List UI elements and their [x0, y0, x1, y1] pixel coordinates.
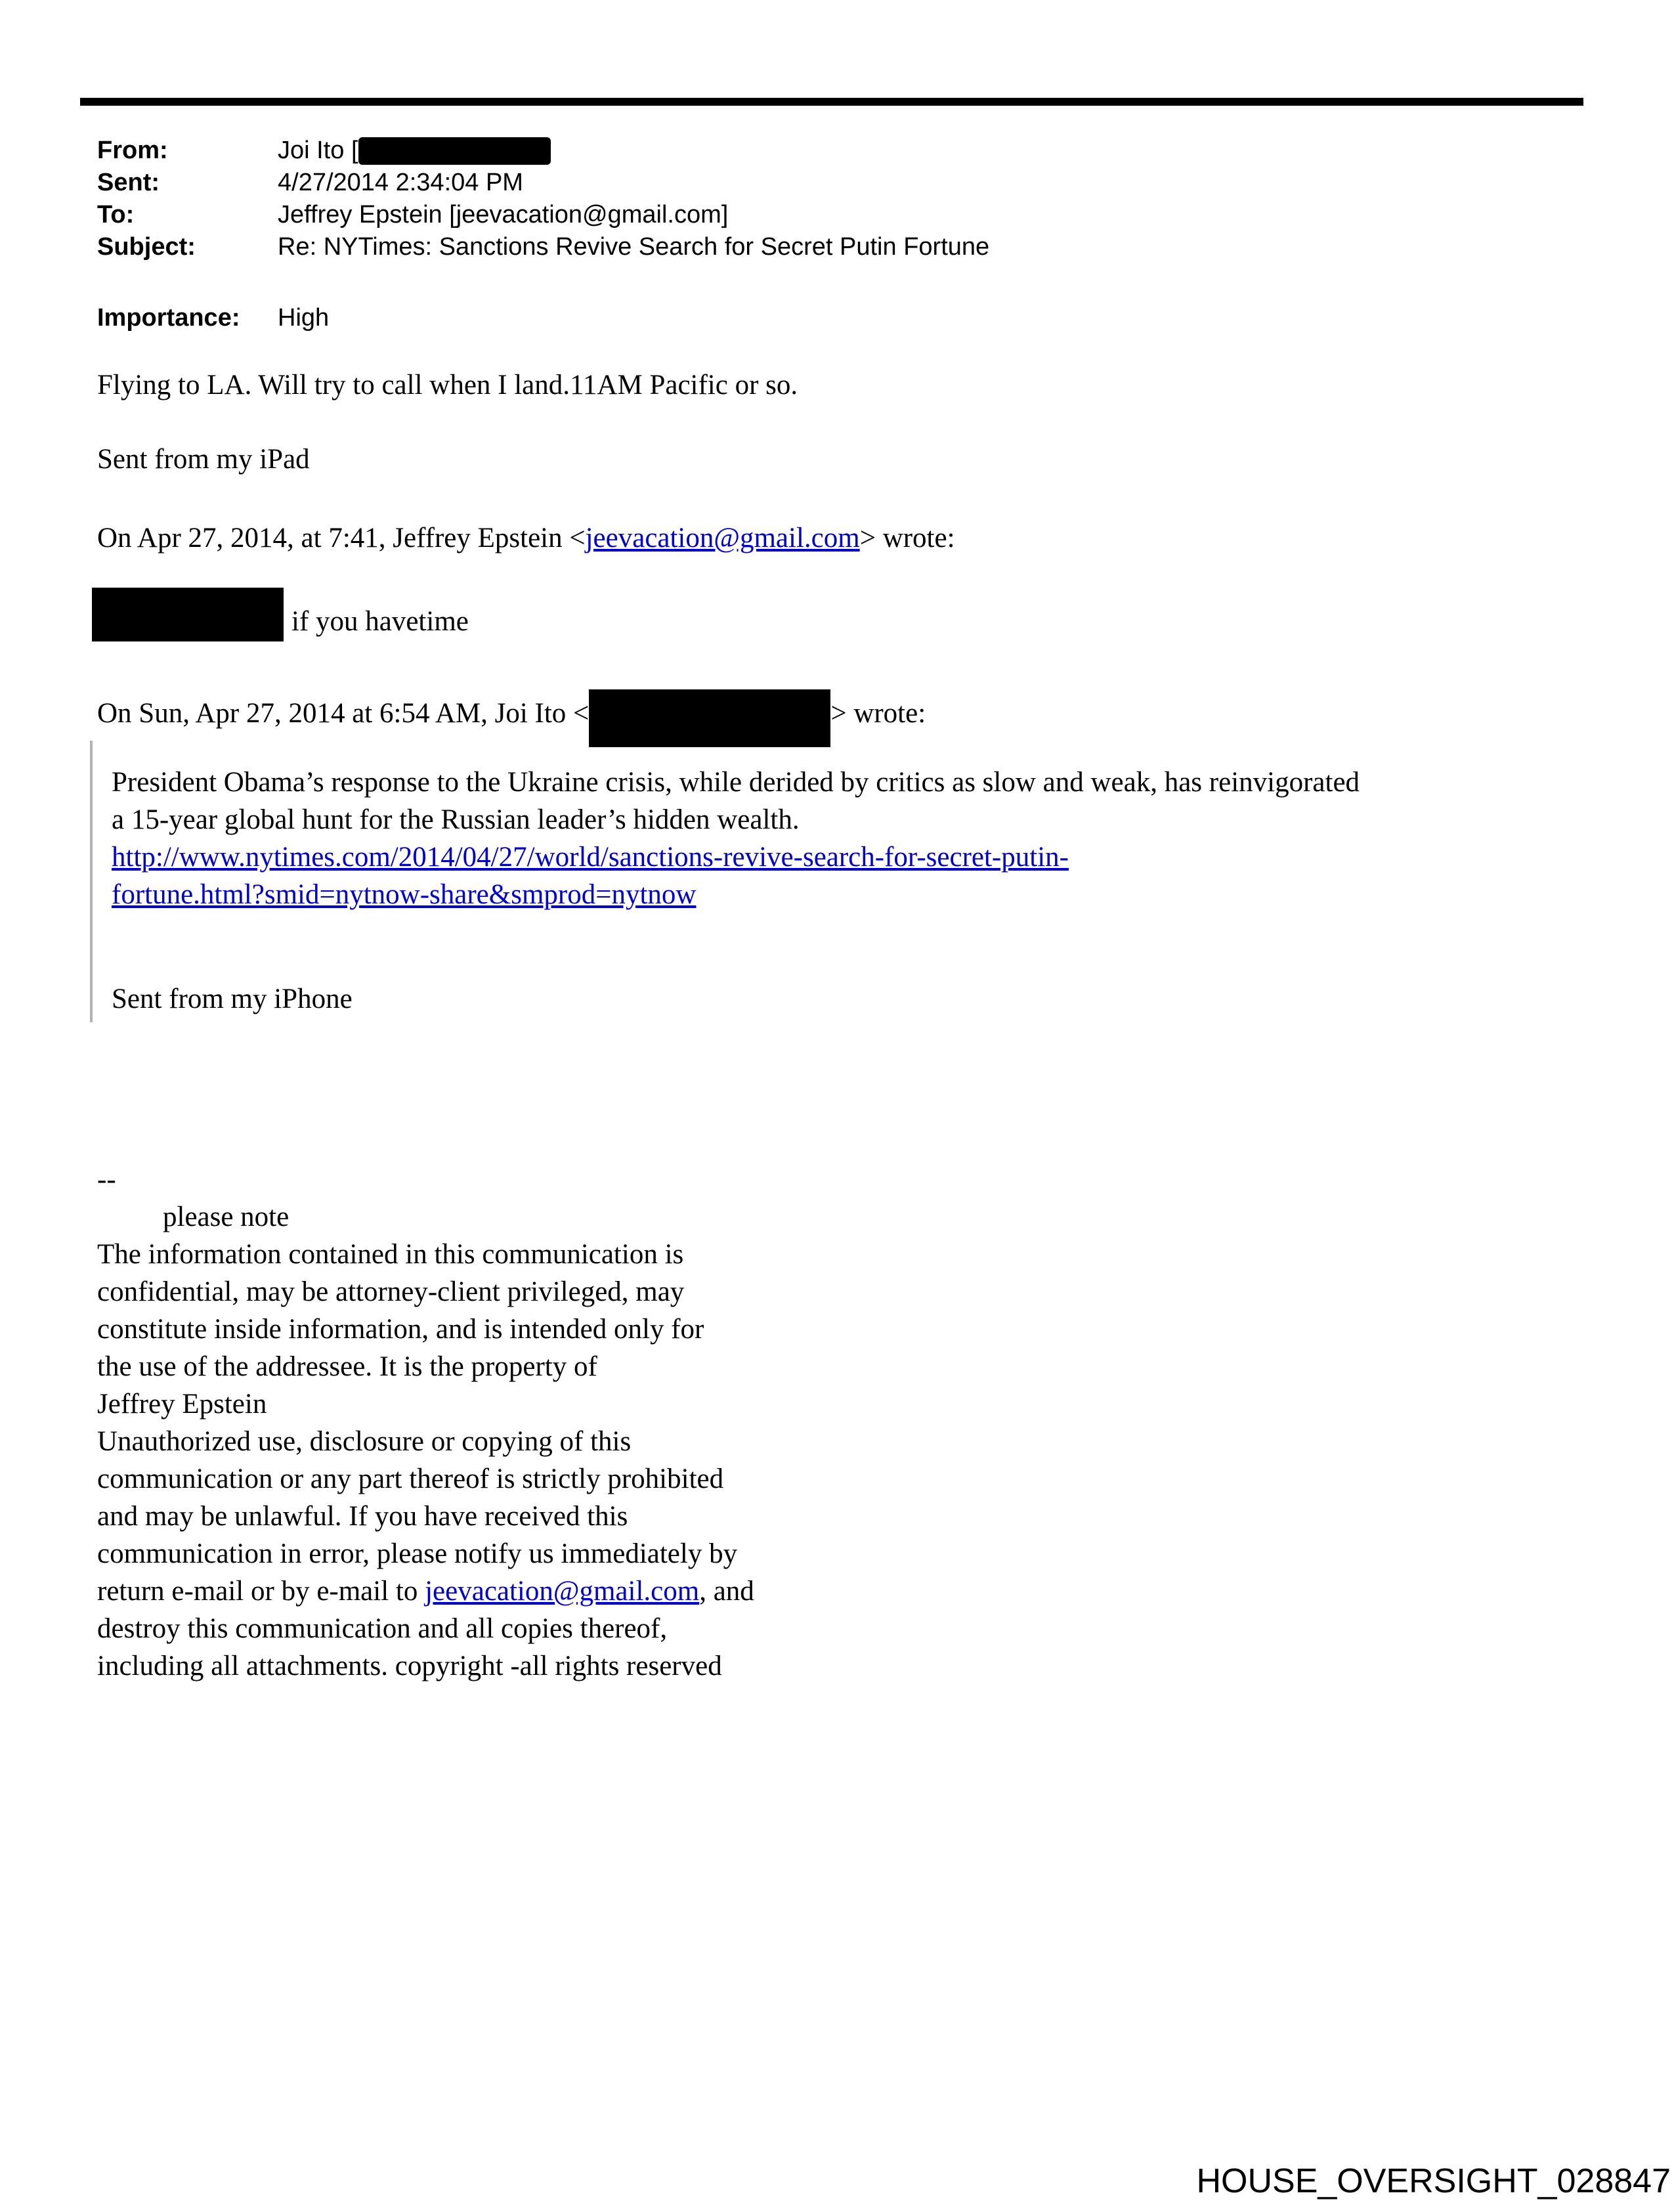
from-label: From: — [97, 137, 168, 164]
from-value — [278, 135, 551, 167]
subject-label: Subject: — [97, 233, 196, 261]
nytimes-article-link-line-2[interactable]: fortune.html?smid=nytnow-share&smprod=nytnow — [112, 879, 697, 910]
body-paragraph-sent-from-ipad: Sent from my iPad — [97, 444, 310, 475]
importance-value: High — [278, 304, 330, 332]
redaction-bar-message — [92, 588, 284, 641]
header-row-to — [97, 199, 1607, 231]
disclaimer-line: and may be unlawful. If you have received this — [97, 1501, 628, 1532]
header-row-importance — [97, 302, 1607, 334]
subject-value: Re: NYTimes: Sanctions Revive Search for Secret Putin Fortune — [278, 233, 990, 261]
to-label: To: — [97, 201, 135, 228]
disclaimer-line: Unauthorized use, disclosure or copying of this — [97, 1426, 632, 1457]
disclaimer-link-suffix: , and — [699, 1576, 754, 1607]
email-header — [97, 135, 1607, 334]
redacted-message-line — [92, 588, 469, 641]
disclaimer-line: the use of the addressee. It is the property of — [97, 1351, 597, 1382]
importance-label: Importance: — [97, 304, 240, 332]
disclaimer-line-with-link — [97, 1572, 1082, 1610]
from-value-text: Joi Ito [ — [278, 137, 358, 164]
redacted-line-text: if you havetime — [291, 606, 469, 637]
header-row-subject — [97, 231, 1607, 263]
quote-line-2: a 15-year global hunt for the Russian leader’s hidden wealth. — [112, 804, 800, 835]
sent-value: 4/27/2014 2:34:04 PM — [278, 169, 523, 196]
disclaimer-line: communication or any part thereof is strictly prohibited — [97, 1464, 724, 1494]
reply-attribution-2 — [97, 689, 926, 747]
reply-attribution-1 — [97, 519, 955, 557]
body-paragraph-1: Flying to LA. Will try to call when I land.11AM Pacific or so. — [97, 370, 798, 401]
redaction-bar-joi-email — [589, 689, 830, 747]
nytimes-article-link-line-1[interactable]: http://www.nytimes.com/2014/04/27/world/sanctions-revive-search-for-secret-putin- — [112, 842, 1069, 873]
sent-from-iphone: Sent from my iPhone — [112, 984, 353, 1014]
bates-number: HOUSE_OVERSIGHT_028847 — [1196, 2162, 1671, 2200]
quote-line-1: President Obama’s response to the Ukraine crisis, while derided by critics as slow and weak, has reinvigorated — [112, 767, 1360, 798]
disclaimer-link-prefix: return e-mail or by e-mail to — [97, 1576, 425, 1607]
top-rule-divider — [80, 98, 1583, 106]
signature-please-note: please note — [163, 1202, 290, 1232]
email-link-jeevacation-2[interactable]: jeevacation@gmail.com — [425, 1576, 700, 1607]
disclaimer-line: Jeffrey Epstein — [97, 1389, 267, 1420]
disclaimer-line: confidential, may be attorney-client privileged, may — [97, 1276, 685, 1307]
quoted-message-block — [90, 741, 1674, 1022]
reply-attribution-1-prefix: On Apr 27, 2014, at 7:41, Jeffrey Epstein < — [97, 523, 586, 553]
disclaimer-line: including all attachments. copyright -all rights reserved — [97, 1651, 722, 1681]
sent-label: Sent: — [97, 169, 160, 196]
reply-attribution-2-suffix: > wrote: — [830, 698, 926, 729]
reply-attribution-2-prefix: On Sun, Apr 27, 2014 at 6:54 AM, Joi Ito < — [97, 698, 590, 729]
disclaimer-line: communication in error, please notify us immediately by — [97, 1538, 738, 1569]
disclaimer-line: The information contained in this communication is — [97, 1239, 684, 1270]
email-link-jeevacation-1[interactable]: jeevacation@gmail.com — [585, 523, 860, 553]
to-value: Jeffrey Epstein [jeevacation@gmail.com] — [278, 201, 729, 228]
signature-dashes: -- — [97, 1164, 116, 1195]
header-row-sent — [97, 167, 1607, 199]
disclaimer-line: destroy this communication and all copies thereof, — [97, 1613, 668, 1644]
disclaimer-line: constitute inside information, and is intended only for — [97, 1314, 704, 1345]
redaction-bar-from-email — [358, 137, 551, 165]
signature-disclaimer — [97, 1161, 1082, 1685]
header-row-from — [97, 135, 1607, 167]
reply-attribution-1-suffix: > wrote: — [859, 523, 955, 553]
